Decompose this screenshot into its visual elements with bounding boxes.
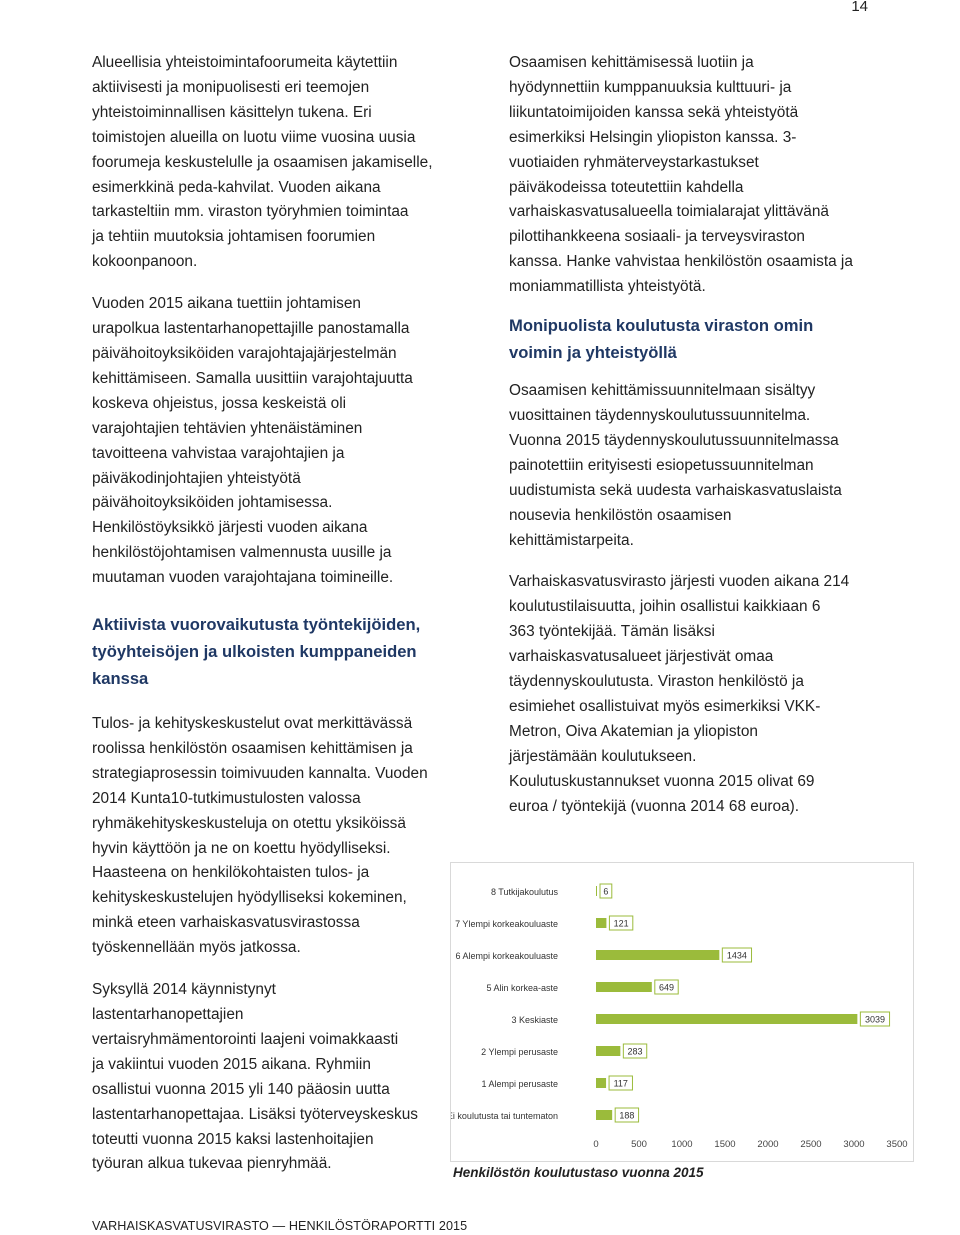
text-line: esimerkiksi Helsingin yliopiston kanssa. 3- <box>509 128 797 146</box>
text-line: voimin ja yhteistyöllä <box>509 343 677 363</box>
text-line: strategiaprosessin toimivuuden kannalta. Vuoden <box>92 764 428 782</box>
text-line: pilottihankkeena sosiaali- ja terveysviraston <box>509 228 805 246</box>
text-line: koskeva ohjeistus, jossa keskeistä oli <box>92 394 347 412</box>
text-line: varhaiskasvatusalueella toimialarajat ylittävänä <box>509 203 829 221</box>
text-line: Vuoden 2015 aikana tuettiin johtamisen <box>92 295 361 313</box>
data-label: 283 <box>627 1046 643 1057</box>
text-line: Metron, Oiva Akatemian ja yliopiston <box>509 722 758 740</box>
text-line: muutaman vuoden varajohtajana toimineille. <box>92 569 394 587</box>
category-label: 7 Ylempi korkeakouluaste <box>455 919 558 929</box>
text-line: Tulos- ja kehityskeskustelut ovat merkittävässä <box>92 715 413 733</box>
text-line: työskennellään myös jatkossa. <box>92 939 301 957</box>
text-line: kehittämistarpeita. <box>509 531 634 549</box>
right-column <box>509 51 859 819</box>
text-line: lastentarhanopettajien <box>92 1006 244 1023</box>
chart-caption: Henkilöstön koulutustaso vuonna 2015 <box>453 1165 704 1180</box>
right-paragraph-training-plan <box>509 379 859 553</box>
text-line: 2014 Kunta10-tutkimustulosten valossa <box>92 789 361 807</box>
text-line: esimerkkinä peda-kahvilat. Vuoden aikana <box>92 178 381 196</box>
text-line: päivähoitoyksiköiden varajohtajajärjestelmän <box>92 344 397 362</box>
category-label: 0 Ei koulutusta tai tuntematon <box>451 1111 558 1121</box>
category-label: 8 Tutkijakoulutus <box>490 887 558 897</box>
text-line: Alueellisia yhteistoimintafoorumeita käytettiin <box>92 54 398 71</box>
category-label: 6 Alempi korkeakouluaste <box>455 951 558 961</box>
x-tick-label: 3500 <box>886 1139 908 1150</box>
text-line: Koulutuskustannukset vuonna 2015 olivat 69 <box>509 772 815 790</box>
text-line: työyhteisöjen ja ulkoisten kumppaneiden <box>92 642 417 662</box>
text-line: kehittämiseen. Samalla uusittiin varajohtajuutta <box>92 369 413 387</box>
right-paragraph-training-events <box>509 570 859 819</box>
data-label: 6 <box>603 886 609 897</box>
data-bar <box>596 1014 857 1024</box>
text-line: hyvin käyttöön ja ne on koettu hyödylliseksi. <box>92 839 391 857</box>
page-footer: VARHAISKASVATUSVIRASTO — HENKILÖSTÖRAPORTTI 2015 <box>92 1219 468 1233</box>
text-line: ja tehtiin muutoksia johtamisen foorumien <box>92 228 376 246</box>
text-line: Syksyllä 2014 käynnistynyt <box>92 981 276 999</box>
text-line: painotettiin erityisesti esiopetussuunnitelman <box>509 456 814 474</box>
text-line: yhteistoiminnallisen käsittelyn tukena. Eri <box>92 103 372 121</box>
data-bar <box>596 950 719 960</box>
text-line: euroa / työntekijä (vuonna 2014 68 euroa). <box>509 797 800 815</box>
text-line: työuran alkua tukevaa pienryhmää. <box>92 1155 332 1173</box>
page-number: 14 <box>851 0 868 15</box>
text-line: roolissa henkilöstön osaamisen kehittämisen ja <box>92 739 413 757</box>
text-line: kanssa <box>92 669 149 689</box>
data-label: 121 <box>613 918 629 929</box>
education-level-chart-svg <box>451 863 913 1161</box>
x-tick-label: 1500 <box>714 1139 736 1150</box>
text-line: aktiivisesti ja monipuolisesti eri teemojen <box>92 78 370 96</box>
left-section-heading <box>92 611 462 692</box>
data-bar <box>596 918 606 928</box>
text-line: kehityskeskustelujen hyödylliseksi kokeminen, <box>92 889 407 907</box>
text-line: vuotiaiden ryhmäterveystarkastukset <box>509 153 759 171</box>
text-line: urapolkua lastentarhanopettajille panostamalla <box>92 320 410 338</box>
education-level-chart <box>450 862 914 1162</box>
left-paragraph-mentoring <box>92 978 462 1177</box>
text-line: järjestämään koulutukseen. <box>509 747 697 765</box>
text-line: hyödynnettiin kumppanuuksia kulttuuri- ja <box>509 78 792 96</box>
data-label: 1434 <box>726 950 747 961</box>
text-line: foorumeja keskustelulle ja osaamisen jakamiselle, <box>92 153 433 171</box>
right-paragraph-partnerships <box>509 51 859 300</box>
text-line: Osaamisen kehittämissuunnitelmaan sisältyy <box>509 382 816 400</box>
right-section-heading <box>509 312 859 366</box>
data-bar <box>596 886 597 896</box>
category-label: 2 Ylempi perusaste <box>481 1047 558 1057</box>
x-tick-label: 1000 <box>671 1139 693 1150</box>
data-bar <box>596 982 652 992</box>
x-tick-label: 3000 <box>843 1139 865 1150</box>
data-label: 117 <box>613 1078 628 1089</box>
left-column <box>92 51 462 1177</box>
text-line: ja vakiintui vuoden 2015 aikana. Ryhmiin <box>92 1055 371 1073</box>
data-bar <box>596 1078 606 1088</box>
text-line: uudistumista sekä uudesta varhaiskasvatuslaista <box>509 481 842 499</box>
text-line: toimistojen alueilla on luotu viime vuosina uusia <box>92 128 416 146</box>
left-paragraph-deputy-leadership <box>92 292 462 591</box>
text-line: Henkilöstöyksikkö järjesti vuoden aikana <box>92 519 368 537</box>
x-tick-label: 500 <box>631 1139 647 1150</box>
data-label: 188 <box>619 1110 635 1121</box>
text-line: tarkasteltiin mm. viraston työryhmien toimintaa <box>92 203 409 221</box>
text-line: varajohtajien tehtävien yhtenäistäminen <box>92 419 363 437</box>
category-label: 5 Alin korkea-aste <box>486 983 558 993</box>
data-bar <box>596 1046 620 1056</box>
text-line: päivähoitoyksiköiden johtamisessa. <box>92 494 333 512</box>
text-line: toteutti vuonna 2015 kaksi lastenhoitajien <box>92 1130 374 1148</box>
data-bar <box>596 1110 612 1120</box>
text-line: minkä eteen varhaiskasvatusvirastossa <box>92 914 360 932</box>
text-line: Aktiivista vuorovaikutusta työntekijöiden, <box>92 615 421 635</box>
text-line: liikuntatoimijoiden kanssa sekä yhteistyötä <box>509 103 799 121</box>
text-line: Osaamisen kehittämisessä luotiin ja <box>509 54 754 71</box>
text-line: ryhmäkehityskeskusteluja on otettu yksiköissä <box>92 814 406 832</box>
left-paragraph-development-discussions <box>92 712 462 961</box>
text-line: Vuonna 2015 täydennyskoulutussuunnitelmassa <box>509 431 839 449</box>
x-tick-label: 2000 <box>757 1139 779 1150</box>
x-tick-label: 0 <box>593 1139 599 1150</box>
text-line: koulutustilaisuutta, joihin osallistui kaikkiaan 6 <box>509 598 821 616</box>
text-line: Monipuolista koulutusta viraston omin <box>509 316 814 336</box>
text-line: lastentarhanopettajaa. Lisäksi työterveyskeskus <box>92 1105 418 1123</box>
text-line: tavoitteena vahvistaa varajohtajien ja <box>92 444 345 462</box>
data-label: 3039 <box>864 1014 885 1025</box>
data-label: 649 <box>658 982 675 993</box>
text-line: kokoonpanoon. <box>92 253 198 271</box>
text-line: 363 työntekijää. Tämän lisäksi <box>509 623 715 641</box>
text-line: päiväkodeissa toteutettiin kahdella <box>509 178 744 196</box>
text-line: täydennyskoulutusta. Viraston henkilöstö ja <box>509 673 804 691</box>
text-line: kanssa. Hanke vahvistaa henkilöstön osaamista ja <box>509 253 853 271</box>
text-line: päiväkodinjohtajien yhteistyötä <box>92 469 301 487</box>
category-label: 3 Keskiaste <box>511 1015 558 1025</box>
text-line: nousevia henkilöstön osaamisen <box>509 506 732 524</box>
text-line: vertaisryhmämentorointi laajeni voimakkaasti <box>92 1030 399 1048</box>
text-line: Haasteena on henkilökohtaisten tulos- ja <box>92 864 370 882</box>
text-line: Varhaiskasvatusvirasto järjesti vuoden aikana 214 <box>509 573 850 591</box>
left-paragraph-forums <box>92 51 462 275</box>
text-line: esimiehet osallistuivat myös esimerkiksi VKK- <box>509 697 821 715</box>
category-label: 1 Alempi perusaste <box>481 1079 558 1089</box>
x-tick-label: 2500 <box>800 1139 822 1150</box>
text-line: moniammatillista yhteistyötä. <box>509 278 706 296</box>
text-line: osallistui vuonna 2015 yli 140 pääosin uutta <box>92 1080 390 1098</box>
text-line: henkilöstöjohtamisen valmennusta uusille ja <box>92 544 392 562</box>
text-line: vuosittainen täydennyskoulutussuunnitelma. <box>509 406 811 424</box>
text-line: varhaiskasvatusalueet järjestivät omaa <box>509 648 774 666</box>
